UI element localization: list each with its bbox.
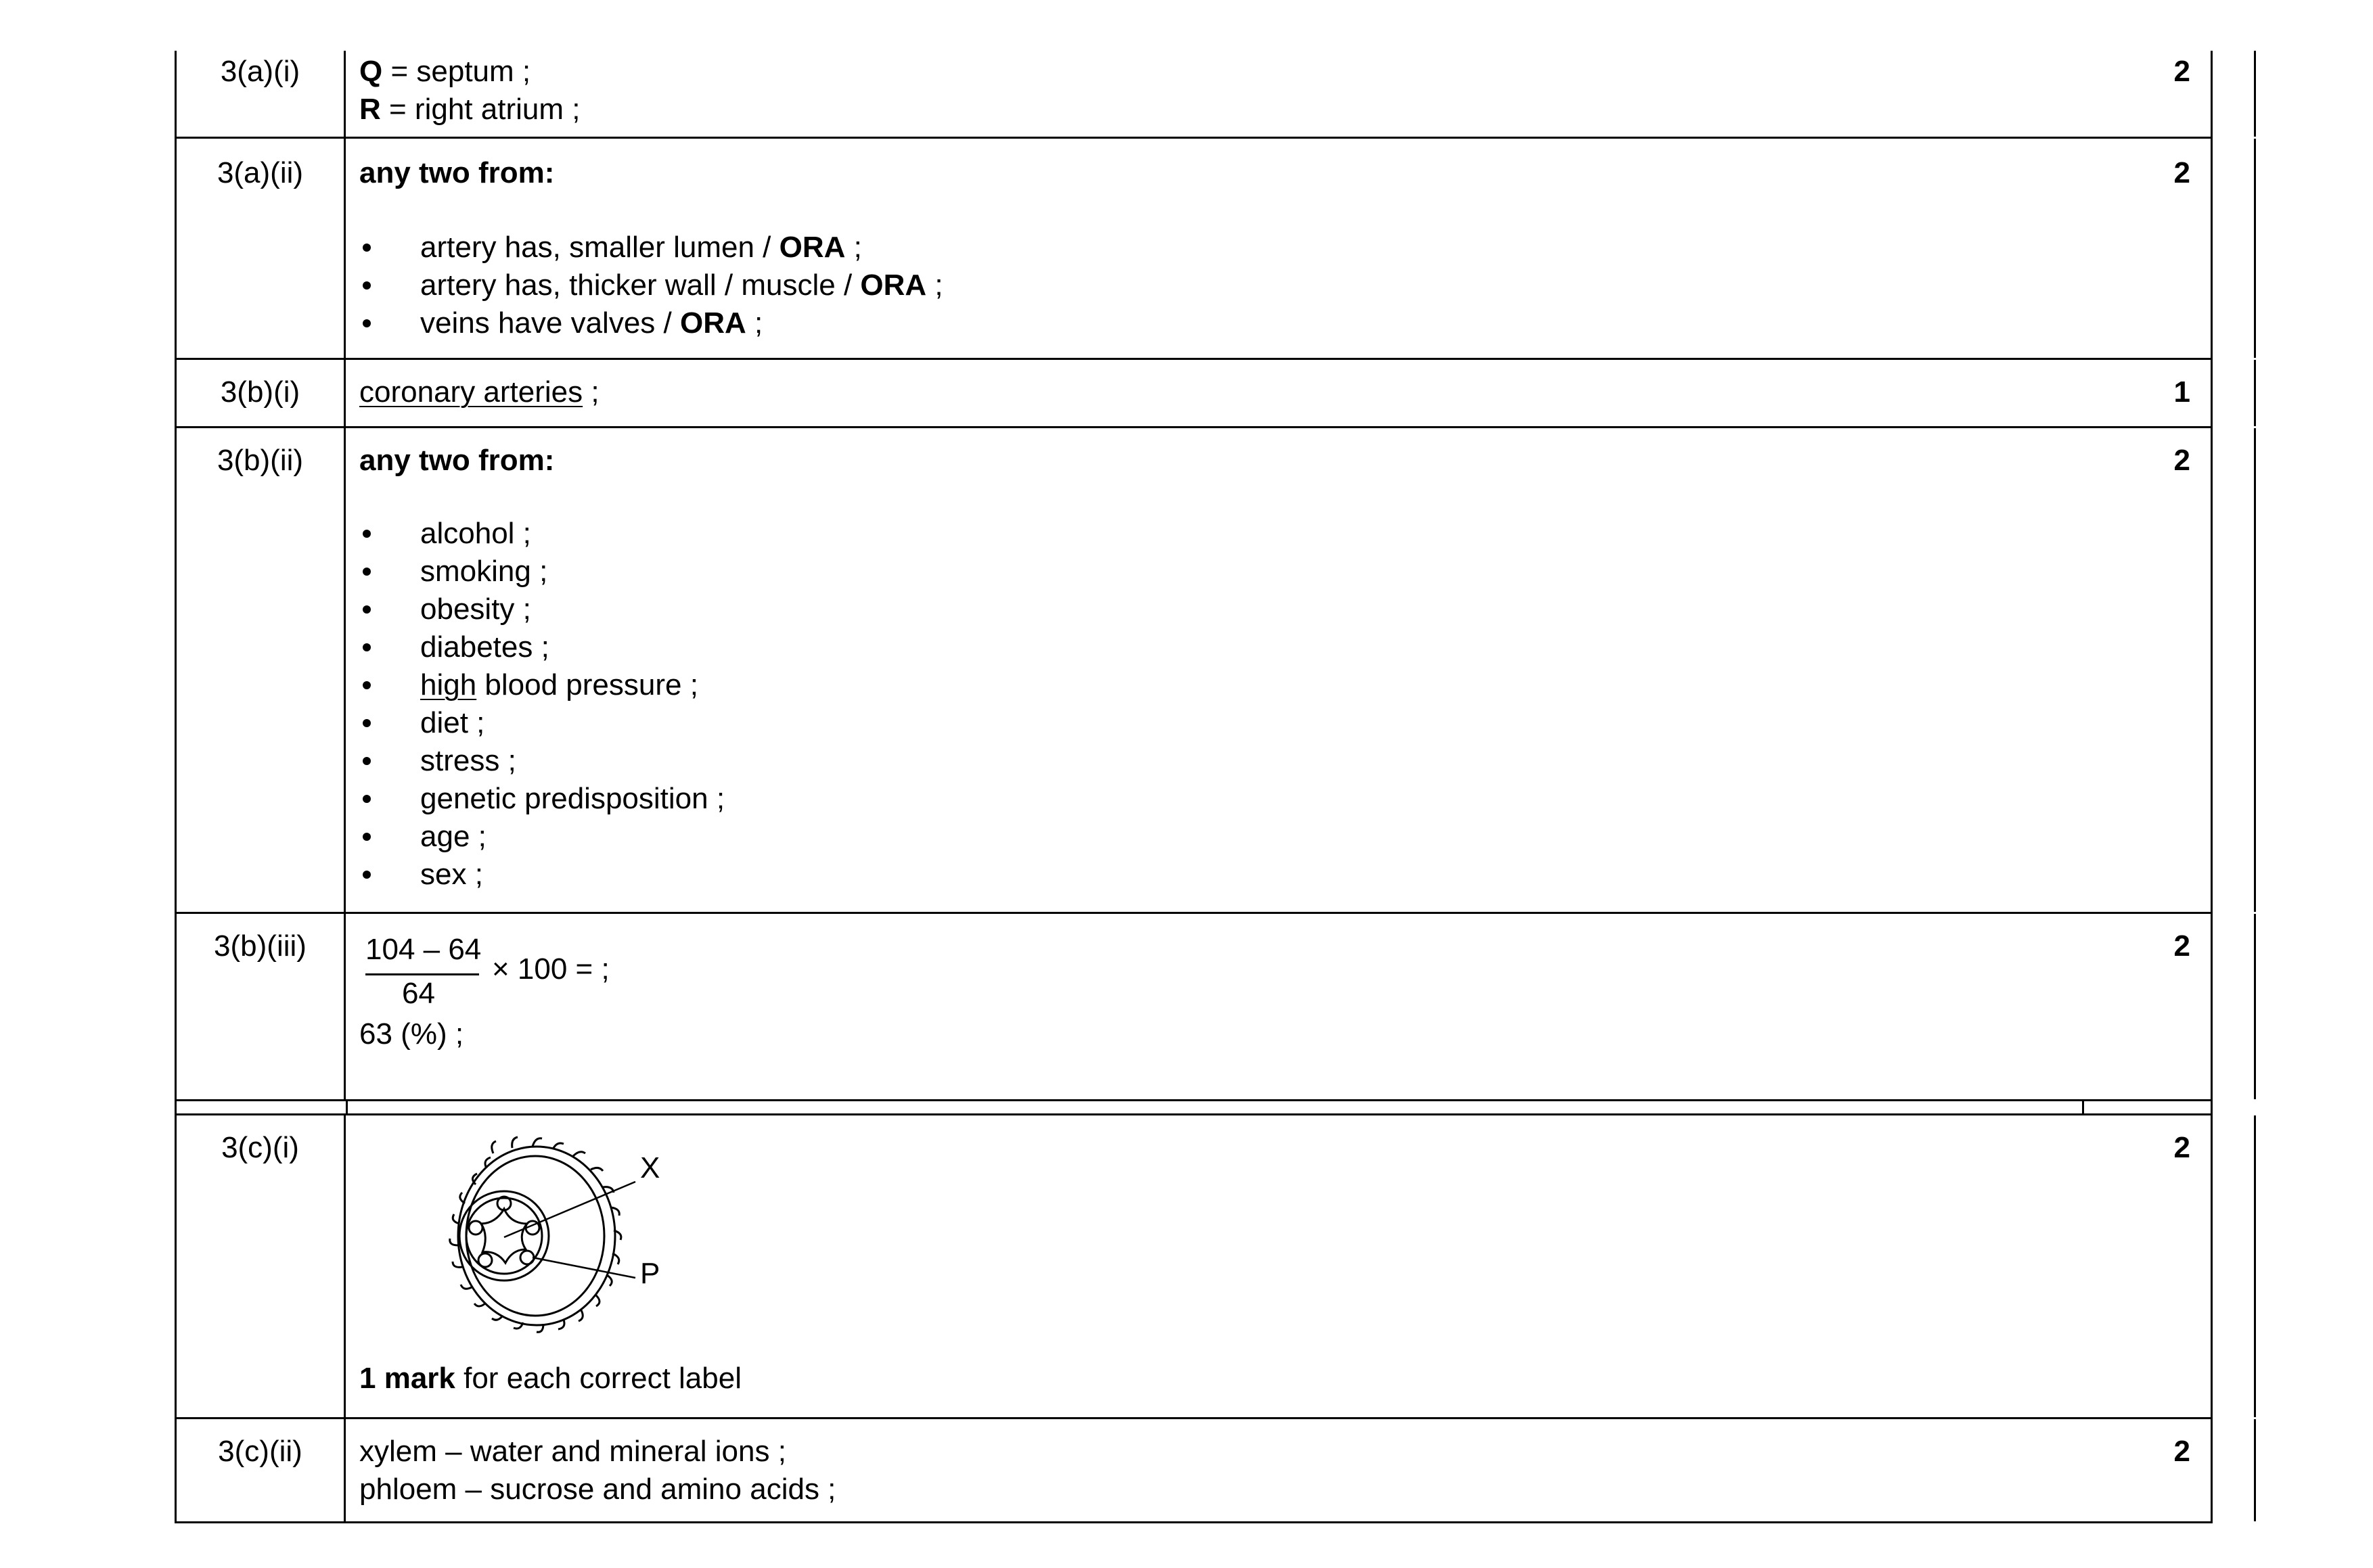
marks-cell: 2	[2173, 156, 2190, 189]
question-number: 3(c)(ii)	[177, 1419, 346, 1521]
diagram-label-x: X	[640, 1151, 660, 1184]
answer-value: 63 (%) ;	[359, 1017, 464, 1051]
answer-cell	[346, 914, 2256, 1099]
double-rule	[177, 1099, 2211, 1115]
list-item: diabetes ;	[359, 628, 2254, 666]
multiply-expression: × 100 = ;	[492, 952, 610, 986]
list-item: artery has, smaller lumen / ORA ;	[359, 229, 2254, 267]
answer-cell: xylem – water and mineral ions ; phloem – sucrose and amino acids ;	[346, 1419, 2256, 1521]
mark-note: 1 mark for each correct label	[359, 1362, 742, 1395]
table-row	[177, 428, 2211, 914]
table-row	[177, 1419, 2211, 1523]
marks-cell: 2	[2173, 1435, 2190, 1468]
answer-cell: coronary arteries ;	[346, 360, 2256, 426]
list-item: stress ;	[359, 742, 2254, 780]
table-row	[177, 1115, 2211, 1419]
question-number: 3(c)(i)	[177, 1115, 346, 1417]
list-item: diet ;	[359, 704, 2254, 742]
answer-cell	[346, 428, 2256, 912]
fraction-denominator: 64	[402, 977, 435, 1010]
fraction-numerator: 104 – 64	[365, 933, 482, 966]
marks-cell: 2	[2173, 55, 2190, 88]
answer-heading: any two from:	[359, 444, 555, 477]
question-number: 3(a)(ii)	[177, 139, 346, 358]
question-number: 3(b)(i)	[177, 360, 346, 426]
list-item: veins have valves / ORA ;	[359, 304, 2254, 342]
root-cross-section-diagram	[370, 1129, 722, 1362]
table-row	[177, 51, 2211, 139]
answer-heading: any two from:	[359, 156, 555, 189]
list-item: age ;	[359, 818, 2254, 856]
question-number: 3(b)(ii)	[177, 428, 346, 912]
marks-cell: 2	[2173, 1131, 2190, 1164]
table-row	[177, 139, 2211, 360]
list-item: obesity ;	[359, 591, 2254, 628]
list-item: smoking ;	[359, 553, 2254, 591]
answer-cell	[346, 139, 2256, 358]
answer-bullet-list	[359, 229, 2254, 342]
table-row	[177, 914, 2211, 1099]
list-item: genetic predisposition ;	[359, 780, 2254, 818]
fraction-expression	[359, 927, 2254, 1009]
answer-cell	[346, 1115, 2256, 1417]
marks-cell: 2	[2173, 444, 2190, 477]
diagram-label-p: P	[640, 1257, 660, 1290]
marks-cell: 1	[2173, 375, 2190, 409]
list-item: sex ;	[359, 856, 2254, 894]
list-item: high blood pressure ;	[359, 666, 2254, 704]
question-number: 3(a)(i)	[177, 51, 346, 137]
table-row	[177, 360, 2211, 428]
mark-scheme-table	[175, 51, 2213, 1523]
list-item: artery has, thicker wall / muscle / ORA ;	[359, 267, 2254, 304]
answer-bullet-list	[359, 515, 2254, 894]
marks-cell: 2	[2173, 929, 2190, 963]
answer-cell: Q = septum ; R = right atrium ;	[346, 51, 2256, 137]
question-number: 3(b)(iii)	[177, 914, 346, 1099]
list-item: alcohol ;	[359, 515, 2254, 553]
